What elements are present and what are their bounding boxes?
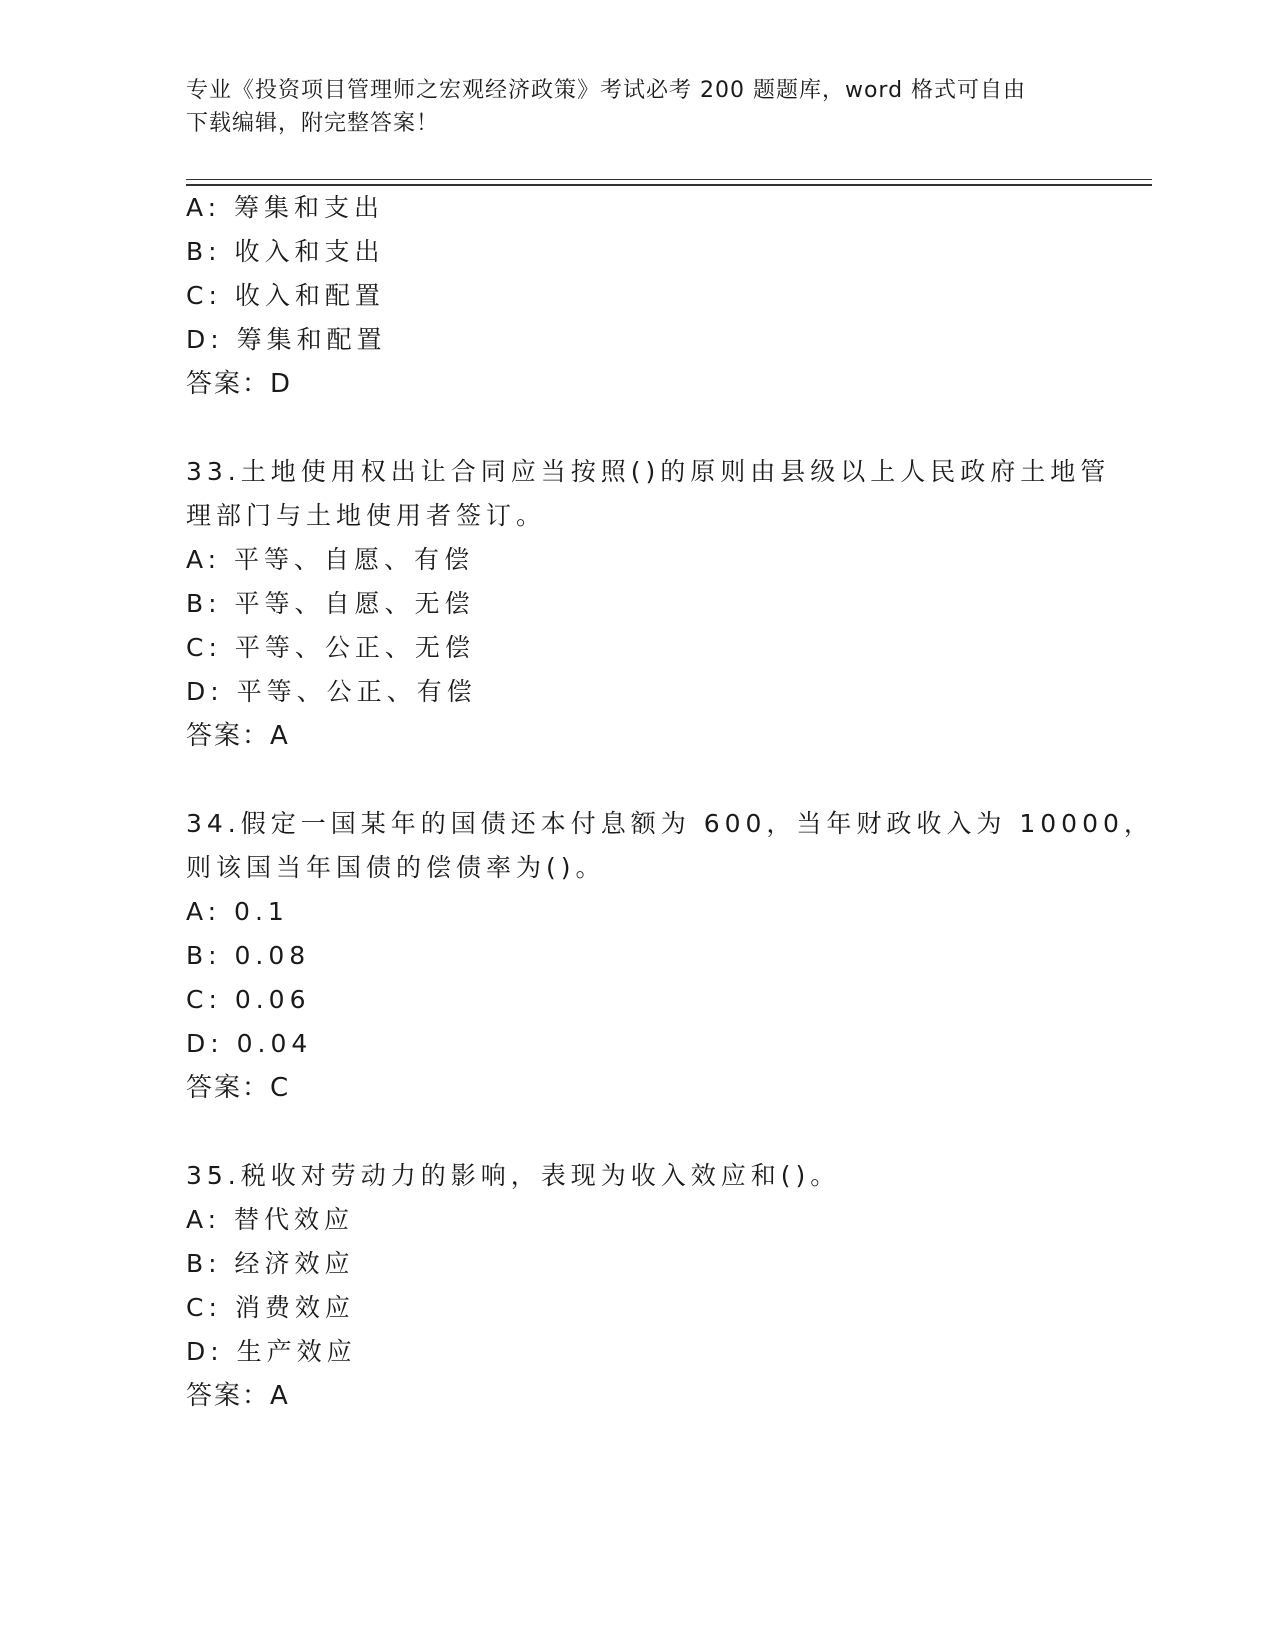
q33-answer: 答案：A bbox=[186, 721, 290, 751]
q33-stem-line-1: 33.土地使用权出让合同应当按照()的原则由县级以上人民政府土地管 bbox=[186, 457, 1111, 486]
q35-answer: 答案：A bbox=[186, 1381, 290, 1411]
q33-option-c: C: 平等、公正、无偿 bbox=[186, 633, 475, 662]
q33-stem-line-2: 理部门与土地使用者签订。 bbox=[186, 501, 547, 530]
q32-option-a: A: 筹集和支出 bbox=[186, 193, 385, 222]
q34-stem-line-1: 34.假定一国某年的国债还本付息额为 600，当年财政收入为 10000， bbox=[186, 809, 1154, 838]
q34-option-a: A: 0.1 bbox=[186, 897, 289, 926]
q33-option-d: D: 平等、公正、有偿 bbox=[186, 677, 477, 706]
q33-option-b: B: 平等、自愿、无偿 bbox=[186, 589, 475, 618]
q34-option-b: B: 0.08 bbox=[186, 941, 311, 970]
q32-answer: 答案：D bbox=[186, 369, 293, 399]
q34-option-c: C: 0.06 bbox=[186, 985, 311, 1014]
q35-stem-line-1: 35.税收对劳动力的影响，表现为收入效应和()。 bbox=[186, 1161, 841, 1190]
header-divider-thick bbox=[186, 184, 1152, 186]
q34-answer: 答案：C bbox=[186, 1073, 291, 1103]
q32-option-d: D: 筹集和配置 bbox=[186, 325, 387, 354]
q33-option-a: A: 平等、自愿、有偿 bbox=[186, 545, 475, 574]
q34-stem-line-2: 则该国当年国债的偿债率为()。 bbox=[186, 853, 606, 882]
header-divider-thin bbox=[186, 179, 1152, 180]
q35-option-b: B: 经济效应 bbox=[186, 1249, 355, 1278]
q35-option-c: C: 消费效应 bbox=[186, 1293, 355, 1322]
q35-option-a: A: 替代效应 bbox=[186, 1205, 355, 1234]
header-line-1: 专业《投资项目管理师之宏观经济政策》考试必考 200 题题库，word 格式可自由 bbox=[186, 78, 1027, 103]
q34-option-d: D: 0.04 bbox=[186, 1029, 313, 1058]
page-header bbox=[186, 74, 1086, 140]
q32-option-c: C: 收入和配置 bbox=[186, 281, 385, 310]
header-line-2: 下载编辑，附完整答案！ bbox=[186, 111, 440, 136]
q35-option-d: D: 生产效应 bbox=[186, 1337, 357, 1366]
q32-option-b: B: 收入和支出 bbox=[186, 237, 385, 266]
